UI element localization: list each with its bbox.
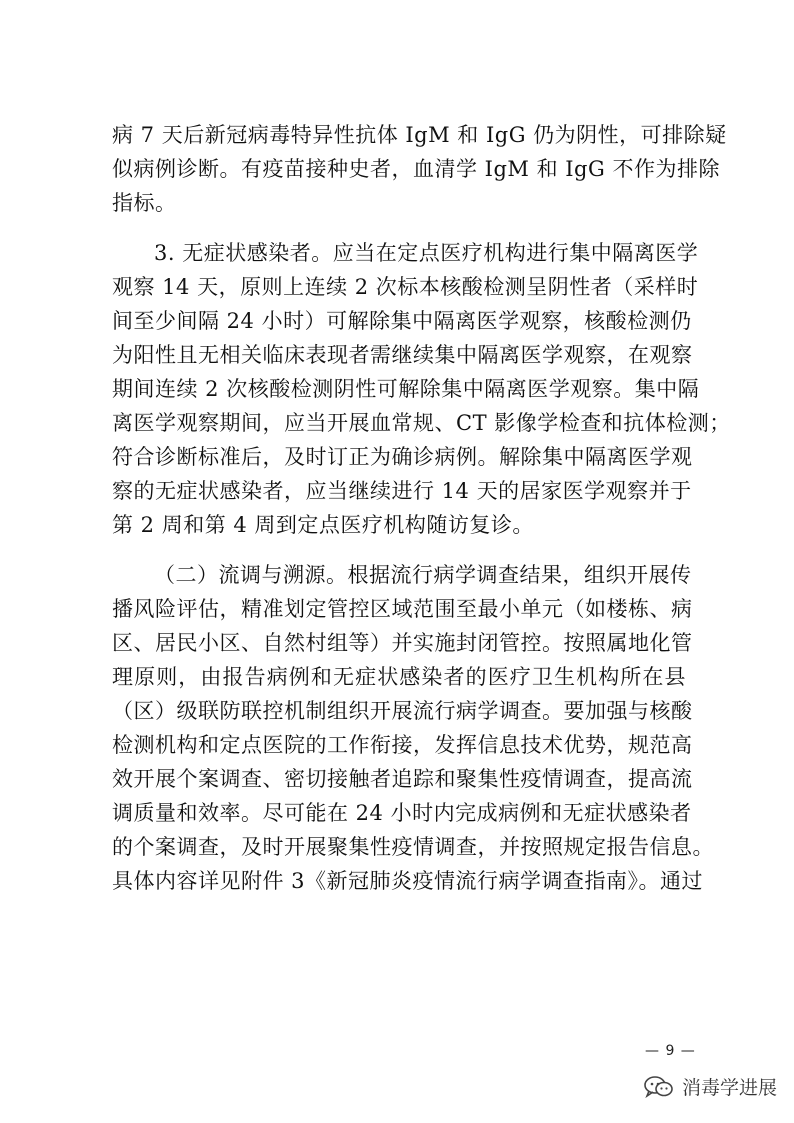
text-line: （二）流调与溯源。根据流行病学调查结果，组织开展传 bbox=[154, 563, 692, 587]
text-line: 检测机构和定点医院的工作衔接，发挥信息技术优势，规范高 bbox=[112, 733, 693, 757]
text-line: 指标。 bbox=[112, 191, 177, 215]
text-line: 期间连续 2 次核酸检测阴性可解除集中隔离医学观察。集中隔 bbox=[112, 377, 700, 401]
text-line: 的个案调查，及时开展聚集性疫情调查，并按照规定报告信息。 bbox=[112, 835, 714, 859]
text-line: 效开展个案调查、密切接触者追踪和聚集性疫情调查，提高流 bbox=[112, 767, 693, 791]
paragraph-2 bbox=[112, 236, 731, 542]
text-line: 察的无症状感染者，应当继续进行 14 天的居家医学观察并于 bbox=[112, 479, 692, 503]
text-line: 区、居民小区、自然村组等）并实施封闭管控。按照属地化管 bbox=[112, 631, 693, 655]
page-number: — 9 — bbox=[645, 1043, 696, 1059]
watermark bbox=[644, 1073, 777, 1100]
paragraph-3 bbox=[112, 558, 714, 898]
text-line: 调质量和效率。尽可能在 24 小时内完成病例和无症状感染者 bbox=[112, 801, 692, 825]
watermark-text: 消毒学进展 bbox=[682, 1077, 778, 1099]
text-line: 似病例诊断。有疫苗接种史者，血清学 IgM 和 IgG 不作为排除 bbox=[112, 157, 720, 181]
text-line: 3. 无症状感染者。应当在定点医疗机构进行集中隔离医学 bbox=[154, 241, 699, 265]
wechat-icon bbox=[644, 1076, 674, 1098]
text-line: 符合诊断标准后，及时订正为确诊病例。解除集中隔离医学观 bbox=[112, 445, 693, 469]
text-line: 离医学观察期间，应当开展血常规、CT 影像学检查和抗体检测； bbox=[112, 411, 731, 435]
text-line: 病 7 天后新冠病毒特异性抗体 IgM 和 IgG 仍为阴性，可排除疑 bbox=[112, 123, 727, 147]
text-line: 具体内容详见附件 3《新冠肺炎疫情流行病学调查指南》。通过 bbox=[112, 869, 704, 893]
text-line: 为阳性且无相关临床表现者需继续集中隔离医学观察，在观察 bbox=[112, 343, 693, 367]
text-line: 播风险评估，精准划定管控区域范围至最小单元（如楼栋、病 bbox=[112, 597, 693, 621]
document-body bbox=[112, 118, 731, 900]
text-line: （区）级联防联控机制组织开展流行病学调查。要加强与核酸 bbox=[112, 699, 693, 723]
text-line: 理原则，由报告病例和无症状感染者的医疗卫生机构所在县 bbox=[112, 665, 686, 689]
text-line: 观察 14 天，原则上连续 2 次标本核酸检测呈阴性者（采样时 bbox=[112, 275, 699, 299]
text-line: 间至少间隔 24 小时）可解除集中隔离医学观察，核酸检测仍 bbox=[112, 309, 692, 333]
paragraph-1 bbox=[112, 118, 727, 220]
text-line: 第 2 周和第 4 周到定点医疗机构随访复诊。 bbox=[112, 513, 534, 537]
